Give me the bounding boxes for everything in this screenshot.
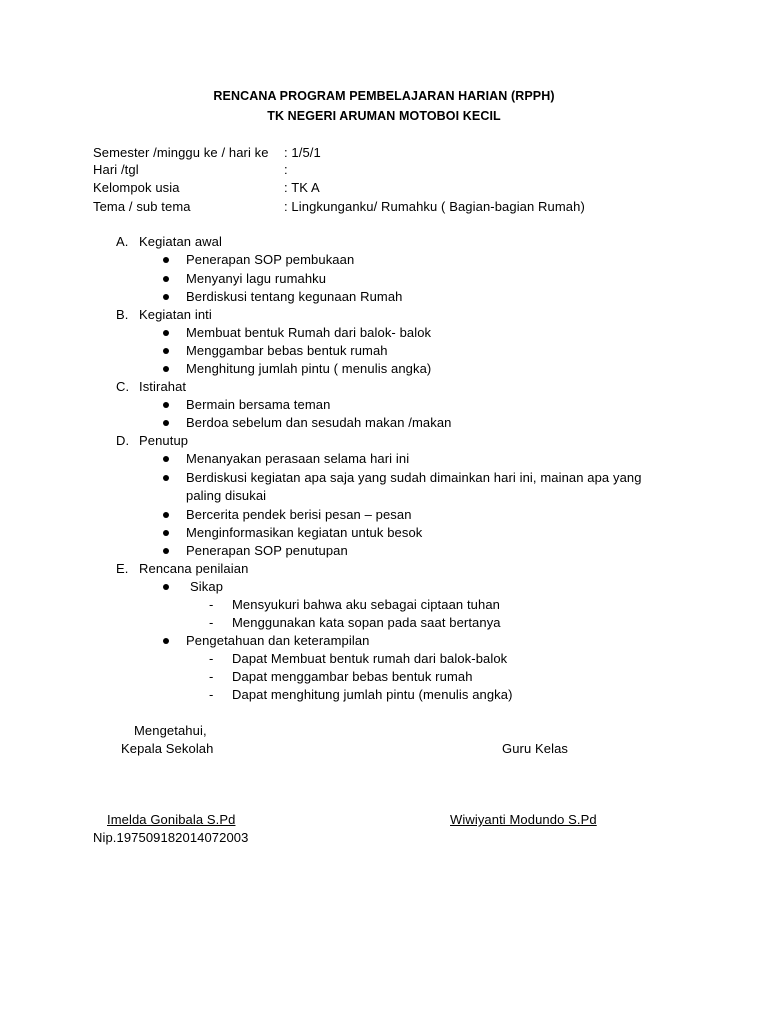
section-letter: A. (116, 234, 129, 249)
list-item-continuation: paling disukai (186, 488, 267, 503)
section-heading: Istirahat (139, 379, 187, 394)
dash-marker: - (209, 687, 214, 702)
bullet-icon (163, 475, 169, 481)
sub-list-item: Mensyukuri bahwa aku sebagai ciptaan tuhan (232, 597, 500, 612)
list-item: Menghitung jumlah pintu ( menulis angka) (186, 361, 432, 376)
section-heading: Kegiatan inti (139, 307, 212, 322)
bullet-icon (163, 584, 169, 590)
bullet-icon (163, 548, 169, 554)
bullet-icon (163, 294, 169, 300)
list-item: Menginformasikan kegiatan untuk besok (186, 525, 423, 540)
dash-marker: - (209, 597, 214, 612)
bullet-icon (163, 530, 169, 536)
info-value-kelompok: : TK A (284, 180, 320, 195)
bullet-icon (163, 276, 169, 282)
section-letter: C. (116, 379, 130, 394)
list-item: Berdiskusi kegiatan apa saja yang sudah dimainkan hari ini, mainan apa yang (186, 470, 642, 485)
sub-list-item: Dapat Membuat bentuk rumah dari balok-balok (232, 651, 508, 666)
bullet-icon (163, 456, 169, 462)
section-letter: D. (116, 433, 130, 448)
list-item: Membuat bentuk Rumah dari balok- balok (186, 325, 432, 340)
kepala-sekolah-name: Imelda Gonibala S.Pd (107, 812, 236, 827)
bullet-icon (163, 638, 169, 644)
bullet-icon (163, 402, 169, 408)
list-item: Bermain bersama teman (186, 397, 331, 412)
list-item: Menggambar bebas bentuk rumah (186, 343, 388, 358)
section-letter: B. (116, 307, 129, 322)
sub-list-item: Dapat menggambar bebas bentuk rumah (232, 669, 473, 684)
bullet-icon (163, 348, 169, 354)
bullet-icon (163, 257, 169, 263)
list-item: Penerapan SOP pembukaan (186, 252, 355, 267)
kepala-sekolah-title: Kepala Sekolah (121, 741, 214, 756)
group-label-pengetahuan: Pengetahuan dan keterampilan (186, 633, 370, 648)
guru-kelas-title: Guru Kelas (502, 741, 569, 756)
list-item: Menanyakan perasaan selama hari ini (186, 451, 410, 466)
section-heading: Penutup (139, 433, 189, 448)
mengetahui-label: Mengetahui, (134, 723, 207, 738)
guru-kelas-name: Wiwiyanti Modundo S.Pd (450, 812, 597, 827)
info-value-hari: : (284, 162, 288, 177)
bullet-icon (163, 420, 169, 426)
info-label-semester: Semester /minggu ke / hari ke (93, 145, 269, 160)
dash-marker: - (209, 669, 214, 684)
document-title: RENCANA PROGRAM PEMBELAJARAN HARIAN (RPPH) (213, 89, 555, 103)
bullet-icon (163, 512, 169, 518)
list-item: Berdiskusi tentang kegunaan Rumah (186, 289, 403, 304)
info-value-tema: : Lingkunganku/ Rumahku ( Bagian-bagian Rumah) (284, 199, 585, 214)
list-item: Menyanyi lagu rumahku (186, 271, 327, 286)
bullet-icon (163, 330, 169, 336)
list-item: Berdoa sebelum dan sesudah makan /makan (186, 415, 452, 430)
dash-marker: - (209, 651, 214, 666)
school-name: TK NEGERI ARUMAN MOTOBOI KECIL (267, 109, 501, 123)
sub-list-item: Menggunakan kata sopan pada saat bertanya (232, 615, 501, 630)
nip-number: Nip.197509182014072003 (93, 830, 249, 845)
section-heading: Rencana penilaian (139, 561, 249, 576)
info-label-tema: Tema / sub tema (93, 199, 191, 214)
dash-marker: - (209, 615, 214, 630)
info-value-semester: : 1/5/1 (284, 145, 321, 160)
section-heading: Kegiatan awal (139, 234, 222, 249)
sub-list-item: Dapat menghitung jumlah pintu (menulis angka) (232, 687, 513, 702)
list-item: Penerapan SOP penutupan (186, 543, 348, 558)
group-label-sikap: Sikap (190, 579, 224, 594)
section-letter: E. (116, 561, 129, 576)
info-label-kelompok: Kelompok usia (93, 180, 180, 195)
list-item: Bercerita pendek berisi pesan – pesan (186, 507, 412, 522)
bullet-icon (163, 366, 169, 372)
info-label-hari: Hari /tgl (93, 162, 139, 177)
